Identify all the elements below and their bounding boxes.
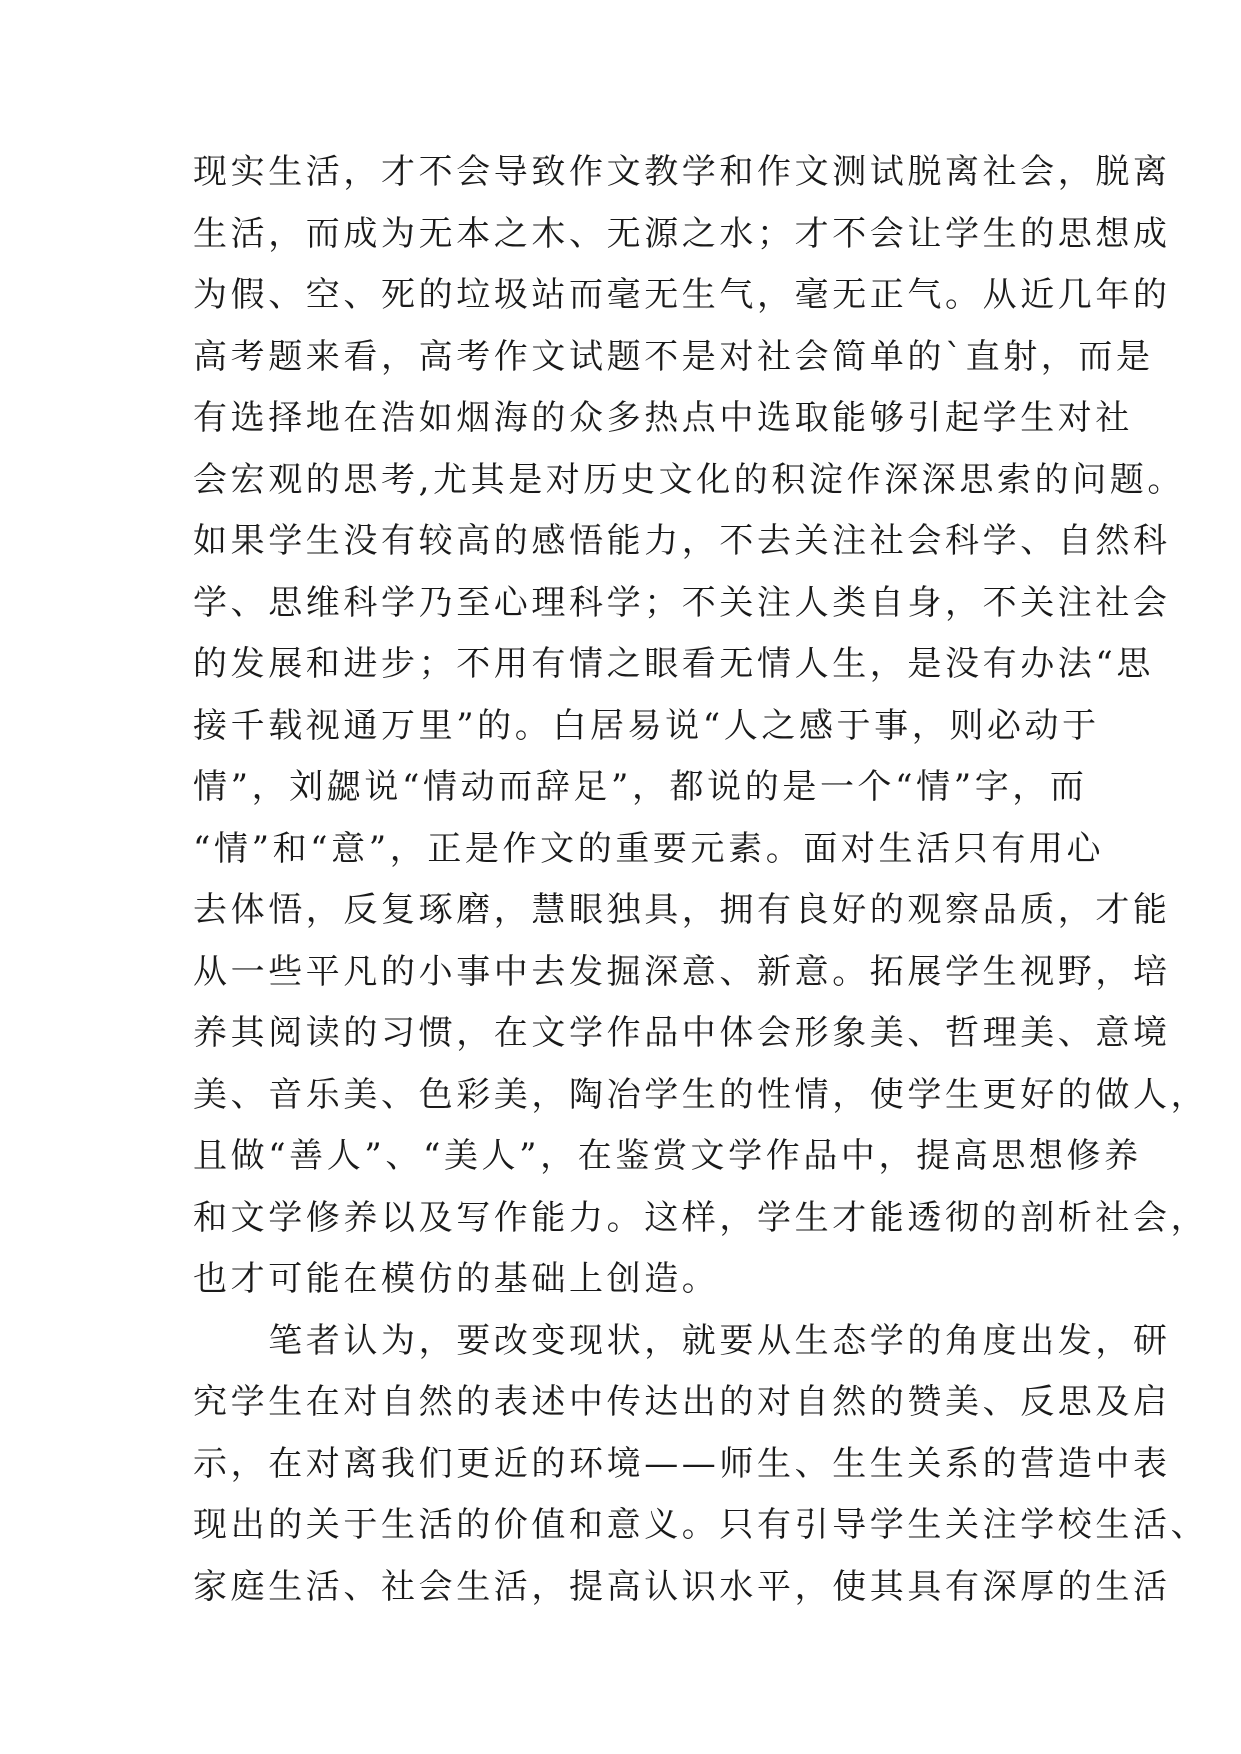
text-line: 家庭生活、社会生活，提高认识水平，使其具有深厚的生活	[193, 1566, 1171, 1607]
text-line: 生活，而成为无本之木、无源之水；才不会让学生的思想成	[193, 213, 1171, 254]
text-line: 接千载视通万里”的。白居易说“人之感于事，则必动于	[193, 705, 1100, 746]
text-line: 情”，刘勰说“情动而辞足”，都说的是一个“情”字，而	[193, 767, 1088, 807]
text-line: 也才可能在模仿的基础上创造。	[193, 1259, 720, 1299]
text-line: 会宏观的思考,尤其是对历史文化的积淀作深深思索的问题。	[193, 459, 1186, 500]
text-line: 究学生在对自然的表述中传达出的对自然的赞美、反思及启	[193, 1382, 1171, 1422]
body-text	[193, 142, 1209, 1618]
text-line: 养其阅读的习惯，在文学作品中体会形象美、哲理美、意境	[193, 1013, 1171, 1053]
text-line: 如果学生没有较高的感悟能力，不去关注社会科学、自然科	[193, 521, 1171, 561]
text-line: 的发展和进步；不用有情之眼看无情人生，是没有办法“思	[193, 644, 1154, 684]
text-line: “情”和“意”，正是作文的重要元素。面对生活只有用心	[193, 828, 1105, 869]
text-line: 去体悟，反复琢磨，慧眼独具，拥有良好的观察品质，才能	[193, 890, 1171, 930]
text-line: 美、音乐美、色彩美，陶冶学生的性情，使学生更好的做人，	[193, 1074, 1209, 1115]
text-line: 学、思维科学乃至心理科学；不关注人类自身，不关注社会	[193, 582, 1171, 623]
text-line: 和文学修养以及写作能力。这样，学生才能透彻的剖析社会，	[193, 1197, 1209, 1238]
text-line: 现实生活，才不会导致作文教学和作文测试脱离社会，脱离	[193, 152, 1171, 192]
text-line: 笔者认为，要改变现状，就要从生态学的角度出发，研	[193, 1320, 1171, 1361]
text-line: 有选择地在浩如烟海的众多热点中选取能够引起学生对社	[193, 398, 1133, 438]
text-line: 示，在对离我们更近的环境——师生、生生关系的营造中表	[193, 1443, 1171, 1484]
text-line: 现出的关于生活的价值和意义。只有引导学生关注学校生活、	[193, 1505, 1209, 1545]
text-line: 从一些平凡的小事中去发掘深意、新意。拓展学生视野，培	[193, 951, 1171, 992]
text-line: 为假、空、死的垃圾站而毫无生气，毫无正气。从近几年的	[193, 275, 1171, 315]
text-line: 且做“善人”、“美人”，在鉴赏文学作品中，提高思想修养	[193, 1136, 1142, 1176]
text-line: 高考题来看，高考作文试题不是对社会简单的`直射，而是	[193, 336, 1154, 377]
